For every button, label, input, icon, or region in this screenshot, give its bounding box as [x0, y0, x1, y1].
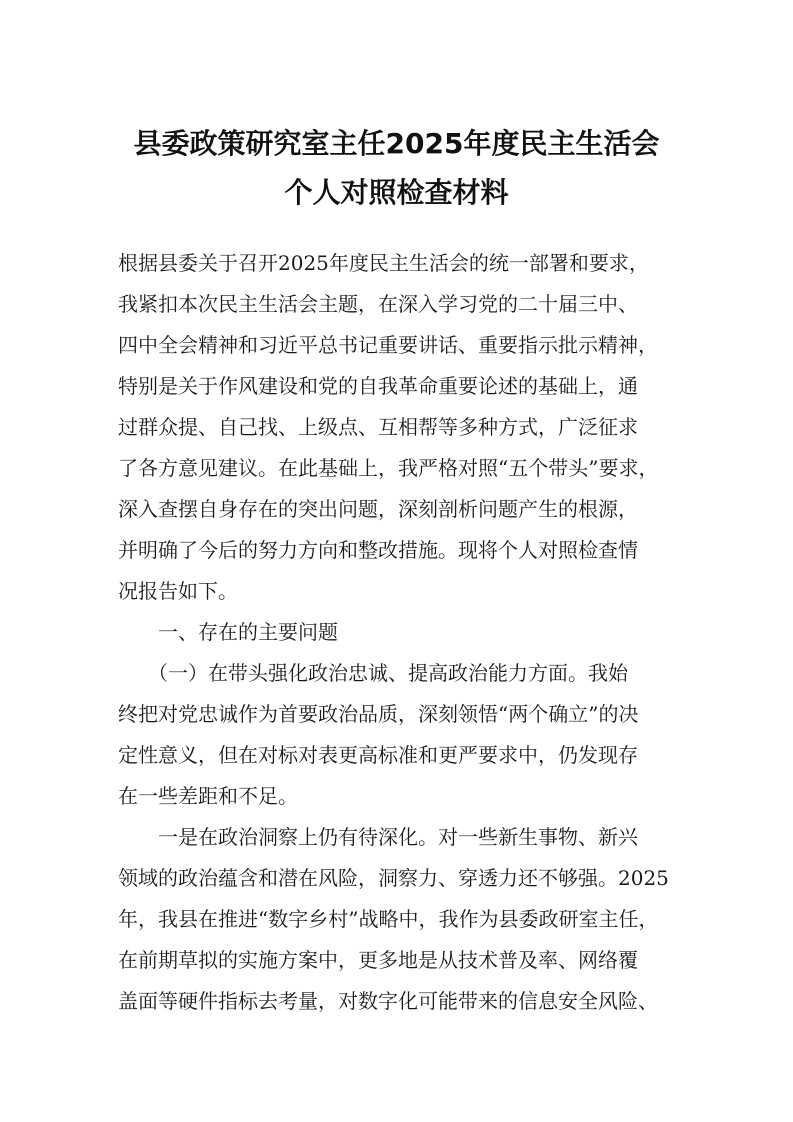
intro-line-6: 了各方意见建议。在此基础上，我严格对照“五个带头”要求，	[118, 456, 659, 480]
document-title-line-2: 个人对照检查材料	[284, 176, 509, 209]
point-line-3: 年，我县在推进“数字乡村”战略中，我作为县委政研室主任，	[118, 907, 659, 931]
subsection-line-2: 终把对党忠诚作为首要政治品质，深刻领悟“两个确立”的决	[118, 702, 639, 726]
intro-line-7: 深入查摆自身存在的突出问题，深刻剖析问题产生的根源，	[118, 497, 638, 521]
intro-line-1: 根据县委关于召开2025年度民主生活会的统一部署和要求，	[118, 251, 649, 275]
intro-line-3: 四中全会精神和习近平总书记重要讲话、重要指示批示精神，	[118, 333, 658, 357]
document-title-line-1: 县委政策研究室主任2025年度民主生活会	[133, 127, 660, 160]
intro-line-5: 过群众提、自己找、上级点、互相帮等多种方式，广泛征求	[118, 415, 638, 439]
intro-line-2: 我紧扣本次民主生活会主题，在深入学习党的二十届三中、	[118, 292, 638, 316]
point-line-4: 在前期草拟的实施方案中，更多地是从技术普及率、网络覆	[118, 948, 638, 972]
point-line-5: 盖面等硬件指标去考量，对数字化可能带来的信息安全风险、	[118, 989, 658, 1013]
subsection-line-1: （一）在带头强化政治忠诚、提高政治能力方面。我始	[148, 661, 628, 685]
intro-line-4: 特别是关于作风建设和党的自我革命重要论述的基础上，通	[118, 374, 638, 398]
section-heading: 一、存在的主要问题	[158, 620, 338, 644]
point-line-1: 一是在政治洞察上仍有待深化。对一些新生事物、新兴	[158, 825, 638, 849]
point-line-2: 领域的政治蕴含和潜在风险，洞察力、穿透力还不够强。2025	[118, 866, 669, 890]
intro-line-9: 况报告如下。	[118, 579, 238, 603]
intro-line-8: 并明确了今后的努力方向和整改措施。现将个人对照检查情	[118, 538, 638, 562]
subsection-line-4: 在一些差距和不足。	[118, 784, 298, 808]
subsection-line-3: 定性意义，但在对标对表更高标准和更严要求中，仍发现存	[118, 743, 638, 767]
